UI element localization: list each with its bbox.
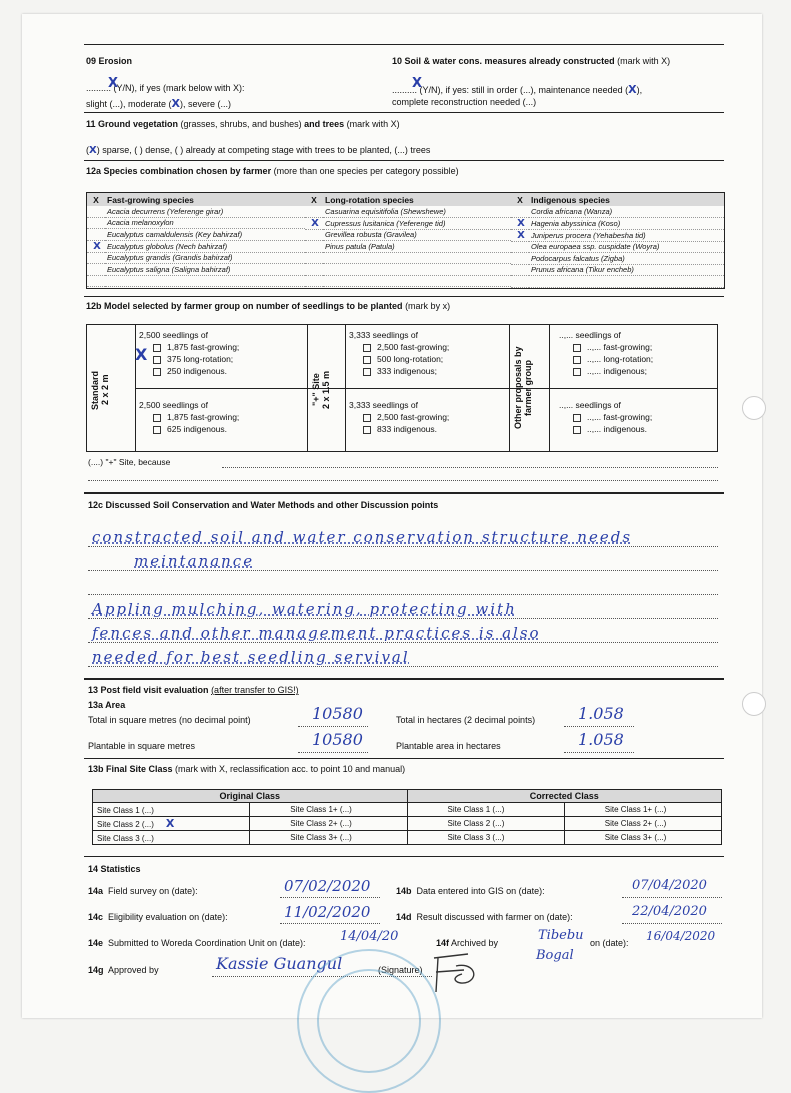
species-row[interactable] [87,217,305,229]
seedling-option[interactable] [349,423,449,435]
plus-option-b[interactable]: 3,333 seedlings of 2,500 fast-growing; 833 indigenous. [349,400,450,434]
species-mark[interactable] [305,206,323,217]
site-class-corrected[interactable]: Site Class 2 (...) [407,817,564,831]
site-class-mark: X [165,817,175,830]
option-label: 2,500 fast-growing; [377,342,450,352]
archived-by-name2: Bogal [536,948,574,963]
stat-14a: 14a Field survey on (date): [88,886,198,896]
site-class-corrected-plus[interactable]: Site Class 2+ (...) [564,817,721,831]
option-label: ..,... indigenous; [587,366,648,376]
sqm-value[interactable]: 10580 [312,704,363,723]
discussion-title: 12c Discussed Soil Conservation and Water Methods and other Discussion points [88,500,439,510]
site-class-corrected[interactable]: Site Class 1 (...) [407,803,564,817]
discussion-line[interactable]: constracted soil and water conservation structure needs [92,528,633,546]
species-name: Pinus patula (Patula) [323,241,511,253]
species-row[interactable] [511,253,724,265]
submitted-date[interactable]: 14/04/20 [340,929,399,944]
checkbox[interactable] [363,344,371,352]
species-name: Eucalyptus camaldulensis (Key bahirzaf) [105,229,305,241]
species-mark[interactable]: X [511,217,529,229]
species-name: Casuarina equisitifolia (Shewshewe) [323,206,511,217]
species-name: Hagenia abyssinica (Koso) [529,217,724,229]
species-name: Eucalyptus grandis (Grandis bahirzaf) [105,252,305,264]
result-discussed-date[interactable]: 22/04/2020 [632,904,707,919]
species-name: Acacia melanoxylon [105,217,305,229]
soil-water-title: 10 Soil & water cons. measures already constructed (mark with X) [392,56,671,66]
species-name [323,264,511,276]
erosion-line1: X .......... (Y/N), if yes (mark below with X): [86,76,245,93]
species-name: Eucalyptus saligna (Saligna bahirzaf) [105,264,305,276]
site-class-original-plus[interactable]: Site Class 3+ (...) [250,831,407,845]
species-name: Podocarpus falcatus (Zigba) [529,253,724,265]
species-name [323,275,511,287]
rule-12a [84,160,724,161]
option-label: ..,... fast-growing; [587,412,653,422]
option-label: ..,... fast-growing; [587,342,653,352]
archived-by-name[interactable]: Tibebu [538,928,584,943]
sparse-mark: X [89,145,97,156]
gis-entry-date[interactable]: 07/04/2020 [632,878,707,893]
discussion-line[interactable]: meintanance [134,552,255,570]
species-mark[interactable] [87,275,105,287]
erosion-title: 09 Erosion [86,56,133,66]
archived-date[interactable]: 16/04/2020 [646,929,716,943]
seedling-option[interactable] [559,365,653,377]
class-title: 13b Final Site Class (mark with X, reclassification acc. to point 10 and manual) [88,764,406,774]
species-mark[interactable] [305,264,323,276]
site-class-original-plus[interactable]: Site Class 2+ (...) [250,817,407,831]
soil-water-line2: complete reconstruction needed (...) [392,97,537,107]
site-class-corrected-plus[interactable]: Site Class 1+ (...) [564,803,721,817]
option-label: ..,... long-rotation; [587,354,654,364]
archived-on-label: on (date): [590,938,629,948]
species-row[interactable] [511,206,724,217]
field-survey-date[interactable]: 07/02/2020 [284,877,371,895]
checkbox[interactable] [363,426,371,434]
site-class-original-plus[interactable]: Site Class 1+ (...) [250,803,407,817]
species-row[interactable] [87,240,305,252]
species-row[interactable] [511,229,724,241]
ha-label: Total in hectares (2 decimal points) [396,715,536,725]
rule-13 [84,678,724,680]
corrected-class-header: Corrected Class [407,790,722,803]
checkbox[interactable] [153,426,161,434]
seedling-option[interactable] [139,411,239,423]
approved-by-name[interactable]: Kassie Guangul [216,954,343,973]
species-row[interactable] [511,217,724,229]
seedling-option[interactable] [349,353,449,365]
other-option-b[interactable]: ..,... seedlings of ..,... fast-growing; ..,... indigenous. [559,400,653,434]
plantable-sqm-label: Plantable in square metres [88,741,196,751]
species-name: Cupressus lusitanica (Yeferenge tid) [323,217,511,229]
rule-12b [84,296,724,297]
species-row[interactable] [305,252,511,264]
rule-12c [84,492,724,494]
species-row[interactable] [305,217,511,229]
seedling-option[interactable] [349,411,449,423]
signature-scribble [428,946,488,996]
species-mark[interactable] [511,264,529,276]
checkbox[interactable] [573,426,581,434]
option-label: 333 indigenous; [377,366,438,376]
species-name: Acacia decurrens (Yeferenge girar) [105,206,305,217]
option-label: 375 long-rotation; [167,354,234,364]
species-mark[interactable]: X [87,240,105,252]
species-name: Olea europaea ssp. cuspidate (Woyra) [529,241,724,253]
species-row[interactable] [511,241,724,253]
model-grid [86,324,718,452]
species-mark[interactable] [87,252,105,264]
species-name [323,252,511,264]
original-class-header: Original Class [93,790,408,803]
species-mark[interactable] [87,206,105,217]
site-class-original[interactable]: Site Class 2 (...) X [93,817,250,831]
species-name: Cordia africana (Wanza) [529,206,724,217]
area-title: 13a Area [88,700,126,710]
erosion-moderate-mark: X [171,97,181,110]
signature-label: (Signature) [378,965,423,975]
plus-site-because: (....) "+" Site, because [88,457,171,467]
seedling-option[interactable] [139,341,239,353]
option-label: 1,875 fast-growing; [167,412,240,422]
checkbox[interactable] [573,368,581,376]
checkbox[interactable] [573,414,581,422]
standard-option-a[interactable]: 2,500 seedlings of 1,875 fast-growing; 375 long-rotation; 250 indigenous. X [135,330,240,376]
seedling-option[interactable] [349,341,449,353]
species-row[interactable] [511,264,724,276]
seedling-option[interactable] [139,365,239,377]
fast-growing-table: X Fast-growing species Acacia decurrens (Yeferenge girar) Acacia melanoxylon Eucalyptus camaldulensis (Key bahirzaf) X Eucalyptus globolus (Nech bahirzaf) Eucalyptus grandis (Grandis bahirzaf) Eucalyptus saligna (Saligna bahirzaf) [87,193,305,287]
species-mark[interactable] [305,241,323,253]
official-stamp-inner [317,969,421,1073]
species-row[interactable] [305,229,511,241]
species-name: Eucalyptus globolus (Nech bahirzaf) [105,240,305,252]
erosion-question: (Y/N), if yes (mark below with X): [113,83,245,93]
option-label: ..,... indigenous. [587,424,648,434]
site-class-original[interactable]: Site Class 1 (...) [93,803,250,817]
site-class-table [92,789,722,845]
plantable-ha-value[interactable]: 1.058 [578,730,624,749]
model-title: 12b Model selected by farmer group on number of seedlings to be planted (mark by x) [86,301,451,311]
vegetation-title: 11 Ground vegetation (grasses, shrubs, and bushes) and trees (mark with X) [86,119,400,129]
species-mark[interactable] [511,241,529,253]
plantable-ha-label: Plantable area in hectares [396,741,501,751]
option-label: 2,500 fast-growing; [377,412,450,422]
long-rotation-header: Long-rotation species [323,193,511,206]
species-mark[interactable] [511,253,529,265]
stat-14f: 14f Archived by [436,938,499,948]
soil-water-line1: X .......... (Y/N), if yes: still in order (...), maintenance needed (X), [392,76,643,96]
discussion-line[interactable]: Appling mulching, watering, protecting with [92,600,517,618]
sqm-label: Total in square metres (no decimal point) [88,715,251,725]
seedling-option[interactable] [559,411,652,423]
top-rule [84,44,724,45]
species-title: 12a Species combination chosen by farmer (more than one species per category possible) [86,166,459,176]
eligibility-date[interactable]: 11/02/2020 [284,903,371,921]
species-name [105,275,305,287]
option-label: 250 indigenous. [167,366,228,376]
stats-title: 14 Statistics [88,864,141,874]
erosion-severity: slight (...), moderate (X), severe (...) [86,97,232,110]
species-row[interactable] [511,276,724,288]
plus-option-a[interactable]: 3,333 seedlings of 2,500 fast-growing; 500 long-rotation; 333 indigenous; [349,330,450,376]
checkbox[interactable] [363,356,371,364]
discussion-line[interactable]: needed for best seedling servival [92,648,410,666]
species-name [529,276,724,288]
evaluation-title: 13 Post field visit evaluation (after transfer to GIS!) [88,685,299,695]
plus-site-label: "+" Site 2 x 1.5 m [311,370,331,410]
stat-14b: 14b Data entered into GIS on (date): [396,886,545,896]
standard-option-b[interactable]: 2,500 seedlings of 1,875 fast-growing; 625 indigenous. [139,400,240,434]
species-row[interactable] [87,275,305,287]
checkbox[interactable] [153,414,161,422]
checkbox[interactable] [363,368,371,376]
species-mark[interactable] [305,275,323,287]
seedling-option[interactable] [139,423,239,435]
erosion-answer: X [108,76,119,91]
seedling-option[interactable] [349,365,449,377]
checkbox[interactable] [573,356,581,364]
form-page [22,14,762,1018]
species-name: Grevillea robusta (Gravilea) [323,229,511,241]
ha-value[interactable]: 1.058 [578,704,624,723]
seedling-option[interactable] [559,341,653,353]
seedling-option[interactable] [559,353,653,365]
site-class-row [93,831,722,845]
species-mark[interactable] [511,276,529,288]
species-name: Juniperus procera (Yehabesha tid) [529,229,724,241]
stat-14d: 14d Result discussed with farmer on (date): [396,912,573,922]
checkbox[interactable] [153,368,161,376]
maintenance-mark: X [628,83,637,96]
indigenous-table: X Indigenous species Cordia africana (Wanza) X Hagenia abyssinica (Koso) X Juniperus procera (Yehabesha tid) Olea europaea ssp. cuspidate (Woyra) Podocarpus falcatus (Zigba) Prunus africana (Tikur encheb) [511,193,724,288]
site-class-corrected[interactable]: Site Class 3 (...) [407,831,564,845]
option-label: 1,875 fast-growing; [167,342,240,352]
species-row[interactable] [87,229,305,241]
site-class-row [93,803,722,817]
option-label: 500 long-rotation; [377,354,444,364]
discussion-line[interactable]: fences and other management practices is also [92,624,541,642]
species-row[interactable] [87,206,305,217]
species-mark[interactable]: X [511,229,529,241]
stat-14c: 14c Eligibility evaluation on (date): [88,912,228,922]
plantable-sqm-value[interactable]: 10580 [312,730,363,749]
seedling-option[interactable] [559,423,652,435]
site-class-original[interactable]: Site Class 3 (...) [93,831,250,845]
vegetation-options: (X) sparse, ( ) dense, ( ) already at competing stage with trees to be planted, (...) trees [86,145,431,156]
fast-growing-header: Fast-growing species [105,193,305,206]
stat-14e: 14e Submitted to Woreda Coordination Unit on (date): [88,938,306,948]
punch-hole-bottom [742,692,766,716]
standard-label: Standard 2 x 2 m [90,370,110,410]
species-mark[interactable] [511,206,529,217]
other-proposals-label: Other proposals by farmer group [513,346,533,430]
species-mark[interactable]: X [305,217,323,229]
rule-11 [84,112,724,113]
species-mark[interactable] [305,252,323,264]
species-row[interactable] [305,275,511,287]
site-class-corrected-plus[interactable]: Site Class 3+ (...) [564,831,721,845]
species-row[interactable] [305,264,511,276]
site-class-row [93,817,722,831]
checkbox[interactable] [573,344,581,352]
species-table [86,192,725,289]
species-row[interactable] [87,264,305,276]
seedling-option[interactable] [139,353,239,365]
species-name: Prunus africana (Tikur encheb) [529,264,724,276]
species-row[interactable] [87,252,305,264]
punch-hole-top [742,396,766,420]
long-rotation-table: X Long-rotation species Casuarina equisitifolia (Shewshewe) X Cupressus lusitanica (Yeferenge tid) Grevillea robusta (Gravilea) Pinus patula (Patula) [305,193,511,287]
species-row[interactable] [305,206,511,217]
species-mark[interactable] [305,229,323,241]
species-mark[interactable] [87,264,105,276]
stat-14g: 14g Approved by [88,965,159,975]
species-mark[interactable] [87,217,105,229]
other-option-a[interactable]: ..,... seedlings of ..,... fast-growing; ..,... long-rotation; ..,... indigenous; [559,330,654,376]
option-label: 625 indigenous. [167,424,228,434]
option-label: 833 indigenous. [377,424,438,434]
species-mark[interactable] [87,229,105,241]
checkbox[interactable] [153,356,161,364]
checkbox[interactable] [153,344,161,352]
standard-a-mark: X [135,345,148,364]
soil-water-answer: X [412,76,423,91]
indigenous-header: Indigenous species [529,193,724,206]
species-row[interactable] [305,241,511,253]
checkbox[interactable] [363,414,371,422]
